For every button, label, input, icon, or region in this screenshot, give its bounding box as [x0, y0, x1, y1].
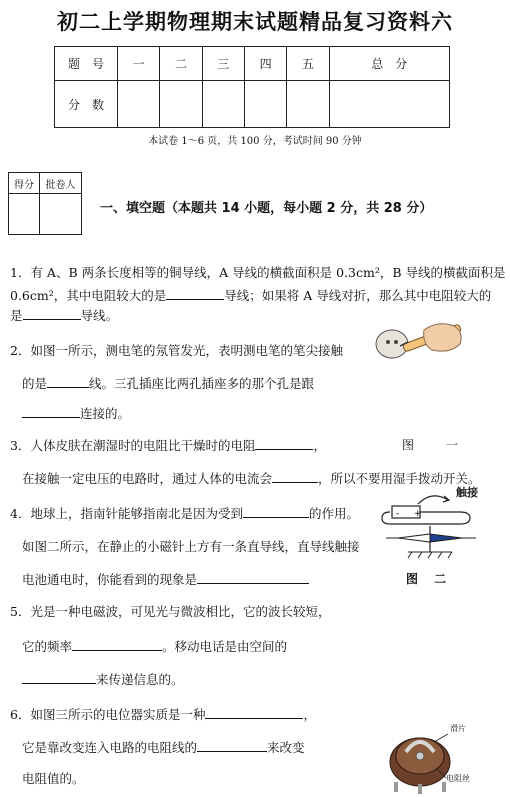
q2-line1: 2．如图一所示，测电笔的氖管发光，表明测电笔的笔尖接触 [10, 343, 343, 358]
score-header-cell: 一 [118, 47, 160, 81]
q2-blank-1[interactable] [47, 374, 89, 388]
q6-blank-1[interactable] [205, 705, 303, 719]
score-cell[interactable] [160, 81, 202, 128]
q2-line2 [22, 374, 314, 393]
score-table [54, 46, 450, 128]
score-cell[interactable] [202, 81, 244, 128]
q5-line1: 5．光是一种电磁波，可见光与微波相比，它的波长较短， [10, 604, 331, 619]
q4-text-c: 电池通电时，你能看到的现象是 [22, 572, 198, 587]
score-cell[interactable] [118, 81, 160, 128]
q6-blank-2[interactable] [197, 738, 267, 752]
q4-blank-2[interactable] [197, 570, 309, 584]
figure-3-slider-label: 滑片 [450, 724, 466, 733]
q1-text-a: 0.6cm²，其中电阻较大的是 [10, 288, 167, 303]
q3-blank-2[interactable] [272, 469, 318, 483]
q1-blank-2[interactable] [23, 306, 81, 320]
q1-blank-1[interactable] [166, 286, 224, 300]
q1-text-d: 导线。 [80, 308, 119, 323]
q5-text-b: 。移动电话是由空间的 [162, 639, 288, 654]
grader-score-label: 得分 [9, 173, 40, 194]
svg-text:+: + [414, 509, 422, 519]
q3-text-d: ，所以不要用湿手拨动开关。 [318, 471, 481, 486]
q5-blank-2[interactable] [22, 670, 96, 684]
grader-table [8, 172, 82, 235]
exam-note: 本试卷 1～6 页，共 100 分，考试时间 90 分钟 [148, 136, 362, 147]
q5-text-c: 来传递信息的。 [96, 672, 184, 687]
q6-line1 [10, 705, 316, 724]
q1-text-c: 是 [10, 308, 23, 323]
q3-blank-1[interactable] [255, 436, 313, 450]
svg-text:-: - [396, 509, 400, 519]
q3-line1 [10, 436, 326, 455]
score-header-cell: 三 [202, 47, 244, 81]
q5-blank-1[interactable] [72, 637, 162, 651]
q6-line3: 电阻值的。 [22, 771, 85, 786]
section-title: 一、填空题（本题共 14 小题，每小题 2 分，共 28 分） [100, 201, 433, 216]
q5-line2 [22, 637, 287, 656]
q2-line3 [22, 404, 130, 423]
score-header-cell: 四 [244, 47, 286, 81]
q1-line3 [10, 306, 118, 325]
q3-text-a: 3．人体皮肤在潮湿时的电阻比干燥时的电阻 [10, 438, 256, 453]
score-header-cell: 二 [160, 47, 202, 81]
q3-text-b: ， [313, 438, 326, 453]
figure-2-touch-label: 触接 [456, 486, 478, 499]
test-pen-figure [372, 308, 472, 364]
page-title: 初二上学期物理期末试题精品复习资料六 [57, 10, 453, 34]
score-header-cell: 总 分 [329, 47, 449, 81]
score-cell[interactable] [329, 81, 449, 128]
q1-line1: 1．有 A、B 两条长度相等的铜导线，A 导线的横截面积是 0.3cm²，B 导线的横截面积是 [10, 265, 506, 280]
q6-line2 [22, 738, 305, 757]
grader-name-label: 批卷人 [40, 173, 82, 194]
q4-line1 [10, 504, 359, 523]
q6-text-c: 它是靠改变连入电路的电阻线的 [22, 740, 198, 755]
q4-line2: 如图二所示，在静止的小磁针上方有一条直导线，直导线触接 [22, 539, 360, 554]
q1-text-b: 导线；如果将 A 导线对折，那么其中电阻较大的 [224, 288, 492, 303]
q3-text-c: 在接触一定电压的电路时，通过人体的电流会 [22, 471, 273, 486]
q6-text-a: 6．如图三所示的电位器实质是一种 [10, 707, 206, 722]
score-cell[interactable] [287, 81, 329, 128]
q6-text-d: 来改变 [267, 740, 305, 755]
q2-text-b: 线。三孔插座比两孔插座多的那个孔是跟 [89, 376, 315, 391]
score-cell[interactable] [244, 81, 286, 128]
score-header-row [55, 47, 450, 81]
q2-text-c: 连接的。 [80, 406, 131, 421]
q6-text-b: ， [303, 707, 316, 722]
grader-name-cell[interactable] [40, 194, 82, 235]
q5-text-a: 它的频率 [22, 639, 73, 654]
figure-3-wire-label: 电阻丝 [446, 774, 470, 783]
grader-score-cell[interactable] [9, 194, 40, 235]
q5-line3 [22, 670, 184, 689]
figure-2-label: 图 二 [406, 572, 453, 586]
q1-line2 [10, 286, 491, 305]
score-header-cell: 题 号 [55, 47, 118, 81]
q4-text-b: 的作用。 [308, 506, 359, 521]
q2-blank-2[interactable] [22, 404, 80, 418]
q4-text-a: 4．地球上，指南针能够指南北是因为受到 [10, 506, 243, 521]
q4-line3 [22, 570, 309, 589]
q2-text-a: 的是 [22, 376, 48, 391]
figure-1-label: 图 一 [402, 438, 469, 452]
q4-blank-1[interactable] [243, 504, 309, 518]
score-value-row [55, 81, 450, 128]
score-header-cell: 五 [287, 47, 329, 81]
score-row-label: 分 数 [55, 81, 118, 128]
